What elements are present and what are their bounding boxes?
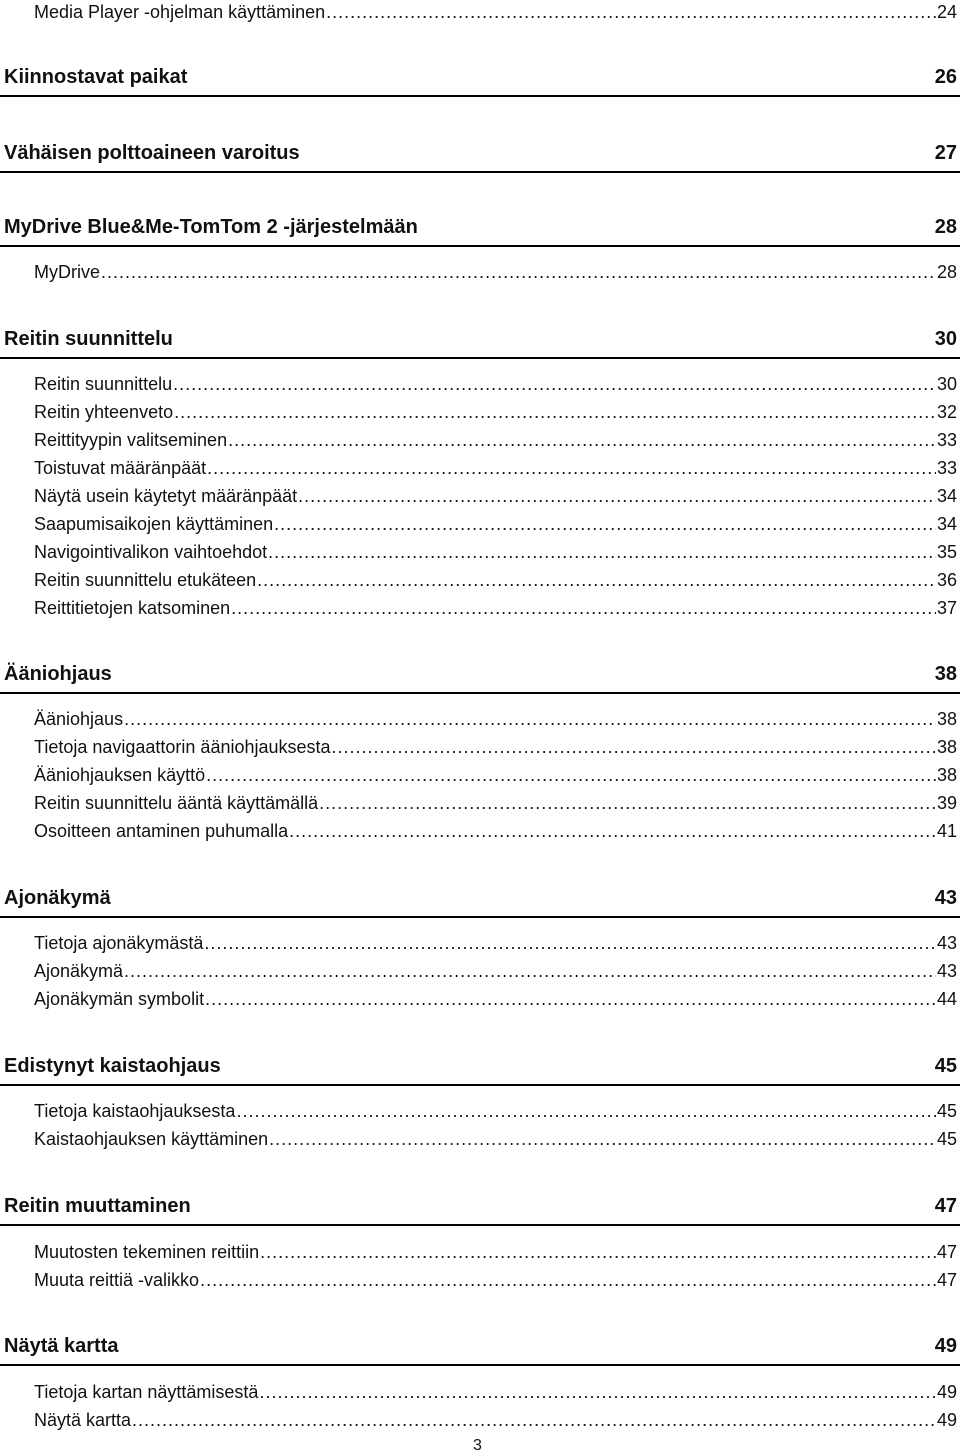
entry-title: Reitin suunnittelu etukäteen [34, 570, 257, 590]
toc-chapter-heading[interactable] [0, 319, 960, 359]
entry-page: 35 [936, 542, 957, 562]
toc-entry[interactable] [34, 763, 957, 787]
entry-page: 45 [936, 1129, 957, 1149]
chapter-page: 38 [934, 663, 957, 685]
dot-leader [207, 456, 936, 480]
entry-page: 45 [936, 1101, 957, 1121]
entry-title: Kaistaohjauksen käyttäminen [34, 1129, 269, 1149]
entry-page: 47 [936, 1242, 957, 1262]
entry-title: Navigointivalikon vaihtoehdot [34, 542, 268, 562]
dot-leader [268, 540, 936, 564]
toc-chapter-heading[interactable] [0, 654, 960, 694]
dot-leader [298, 484, 936, 508]
entry-title: Saapumisaikojen käyttäminen [34, 514, 274, 534]
chapter-page: 43 [934, 887, 957, 909]
entry-title: Näytä kartta [34, 1410, 132, 1430]
entry-page: 37 [936, 598, 957, 618]
entry-title: Ääniohjaus [34, 709, 124, 729]
entry-title: Muuta reittiä -valikko [34, 1270, 200, 1290]
dot-leader [289, 819, 936, 843]
toc-entry[interactable] [34, 735, 957, 759]
chapter-title: MyDrive Blue&Me-TomTom 2 -järjestelmään [4, 216, 418, 238]
chapter-title: Ajonäkymä [4, 887, 111, 909]
toc-entry[interactable] [34, 568, 957, 592]
entry-title: Tietoja kartan näyttämisestä [34, 1382, 259, 1402]
entry-page: 30 [936, 374, 957, 394]
entry-title: Tietoja kaistaohjauksesta [34, 1101, 236, 1121]
entry-page: 47 [936, 1270, 957, 1290]
toc-entry[interactable] [34, 1127, 957, 1151]
entry-page: 49 [936, 1382, 957, 1402]
dot-leader [205, 987, 936, 1011]
entry-page: 43 [936, 933, 957, 953]
dot-leader [326, 0, 936, 24]
entry-page: 38 [936, 709, 957, 729]
toc-entry[interactable] [34, 372, 957, 396]
entry-title: Toistuvat määränpäät [34, 458, 207, 478]
chapter-page: 28 [934, 216, 957, 238]
entry-page: 32 [936, 402, 957, 422]
dot-leader [319, 791, 936, 815]
dot-leader [101, 260, 936, 284]
toc-chapter-heading[interactable] [0, 57, 960, 97]
toc-chapter-heading[interactable] [0, 1326, 960, 1366]
dot-leader [174, 400, 936, 424]
entry-page: 24 [936, 2, 957, 22]
toc-entry[interactable] [34, 1380, 957, 1404]
dot-leader [257, 568, 936, 592]
chapter-page: 45 [934, 1055, 957, 1077]
toc-entry[interactable] [34, 0, 957, 24]
entry-title: Osoitteen antaminen puhumalla [34, 821, 289, 841]
chapter-title: Näytä kartta [4, 1335, 119, 1357]
toc-entry[interactable] [34, 456, 957, 480]
toc-entry[interactable] [34, 1240, 957, 1264]
entry-title: MyDrive [34, 262, 100, 282]
entry-page: 38 [936, 737, 957, 757]
toc-entry[interactable] [34, 512, 957, 536]
entry-page: 34 [936, 486, 957, 506]
chapter-title: Reitin suunnittelu [4, 328, 173, 350]
chapter-title: Kiinnostavat paikat [4, 66, 188, 88]
chapter-page: 49 [934, 1335, 957, 1357]
toc-chapter-heading[interactable] [0, 1046, 960, 1086]
toc-entry[interactable] [34, 987, 957, 1011]
dot-leader [173, 372, 936, 396]
entry-page: 36 [936, 570, 957, 590]
toc-entry[interactable] [34, 540, 957, 564]
dot-leader [274, 512, 936, 536]
toc-entry[interactable] [34, 959, 957, 983]
chapter-page: 47 [934, 1195, 957, 1217]
toc-entry[interactable] [34, 791, 957, 815]
dot-leader [231, 596, 936, 620]
entry-title: Ajonäkymän symbolit [34, 989, 205, 1009]
chapter-title: Reitin muuttaminen [4, 1195, 191, 1217]
toc-entry[interactable] [34, 1408, 957, 1432]
toc-entry[interactable] [34, 1268, 957, 1292]
dot-leader [200, 1268, 936, 1292]
dot-leader [206, 763, 936, 787]
entry-title: Näytä usein käytetyt määränpäät [34, 486, 298, 506]
entry-page: 33 [936, 430, 957, 450]
entry-page: 43 [936, 961, 957, 981]
entry-page: 49 [936, 1410, 957, 1430]
entry-title: Reitin suunnittelu [34, 374, 173, 394]
dot-leader [228, 428, 936, 452]
dot-leader [204, 931, 936, 955]
page-number: 3 [473, 1437, 482, 1454]
entry-page: 34 [936, 514, 957, 534]
chapter-page: 26 [934, 66, 957, 88]
toc-entry[interactable] [34, 484, 957, 508]
toc-entry[interactable] [34, 931, 957, 955]
dot-leader [132, 1408, 936, 1432]
dot-leader [259, 1380, 936, 1404]
entry-title: Media Player -ohjelman käyttäminen [34, 2, 326, 22]
entry-page: 28 [936, 262, 957, 282]
entry-title: Ajonäkymä [34, 961, 124, 981]
entry-title: Reittityypin valitseminen [34, 430, 228, 450]
toc-entry[interactable] [34, 260, 957, 284]
chapter-title: Vähäisen polttoaineen varoitus [4, 142, 300, 164]
toc-chapter-heading[interactable] [0, 1186, 960, 1226]
entry-title: Reittitietojen katsominen [34, 598, 231, 618]
entry-title: Muutosten tekeminen reittiin [34, 1242, 260, 1262]
dot-leader [236, 1099, 936, 1123]
toc-entry[interactable] [34, 428, 957, 452]
toc-entry[interactable] [34, 819, 957, 843]
entry-page: 39 [936, 793, 957, 813]
entry-title: Tietoja navigaattorin ääniohjauksesta [34, 737, 331, 757]
chapter-page: 30 [934, 328, 957, 350]
entry-page: 41 [936, 821, 957, 841]
entry-title: Tietoja ajonäkymästä [34, 933, 204, 953]
dot-leader [332, 735, 936, 759]
entry-title: Ääniohjauksen käyttö [34, 765, 206, 785]
entry-page: 44 [936, 989, 957, 1009]
dot-leader [124, 959, 936, 983]
toc-entry[interactable] [34, 707, 957, 731]
entry-title: Reitin yhteenveto [34, 402, 174, 422]
toc-entry[interactable] [34, 400, 957, 424]
chapter-title: Edistynyt kaistaohjaus [4, 1055, 221, 1077]
dot-leader [269, 1127, 936, 1151]
toc-chapter-heading[interactable] [0, 878, 960, 918]
toc-chapter-heading[interactable] [0, 207, 960, 247]
dot-leader [260, 1240, 936, 1264]
chapter-title: Ääniohjaus [4, 663, 112, 685]
entry-title: Reitin suunnittelu ääntä käyttämällä [34, 793, 319, 813]
chapter-page: 27 [934, 142, 957, 164]
entry-page: 38 [936, 765, 957, 785]
toc-entry[interactable] [34, 1099, 957, 1123]
entry-page: 33 [936, 458, 957, 478]
toc-entry[interactable] [34, 596, 957, 620]
toc-chapter-heading[interactable] [0, 133, 960, 173]
dot-leader [124, 707, 936, 731]
